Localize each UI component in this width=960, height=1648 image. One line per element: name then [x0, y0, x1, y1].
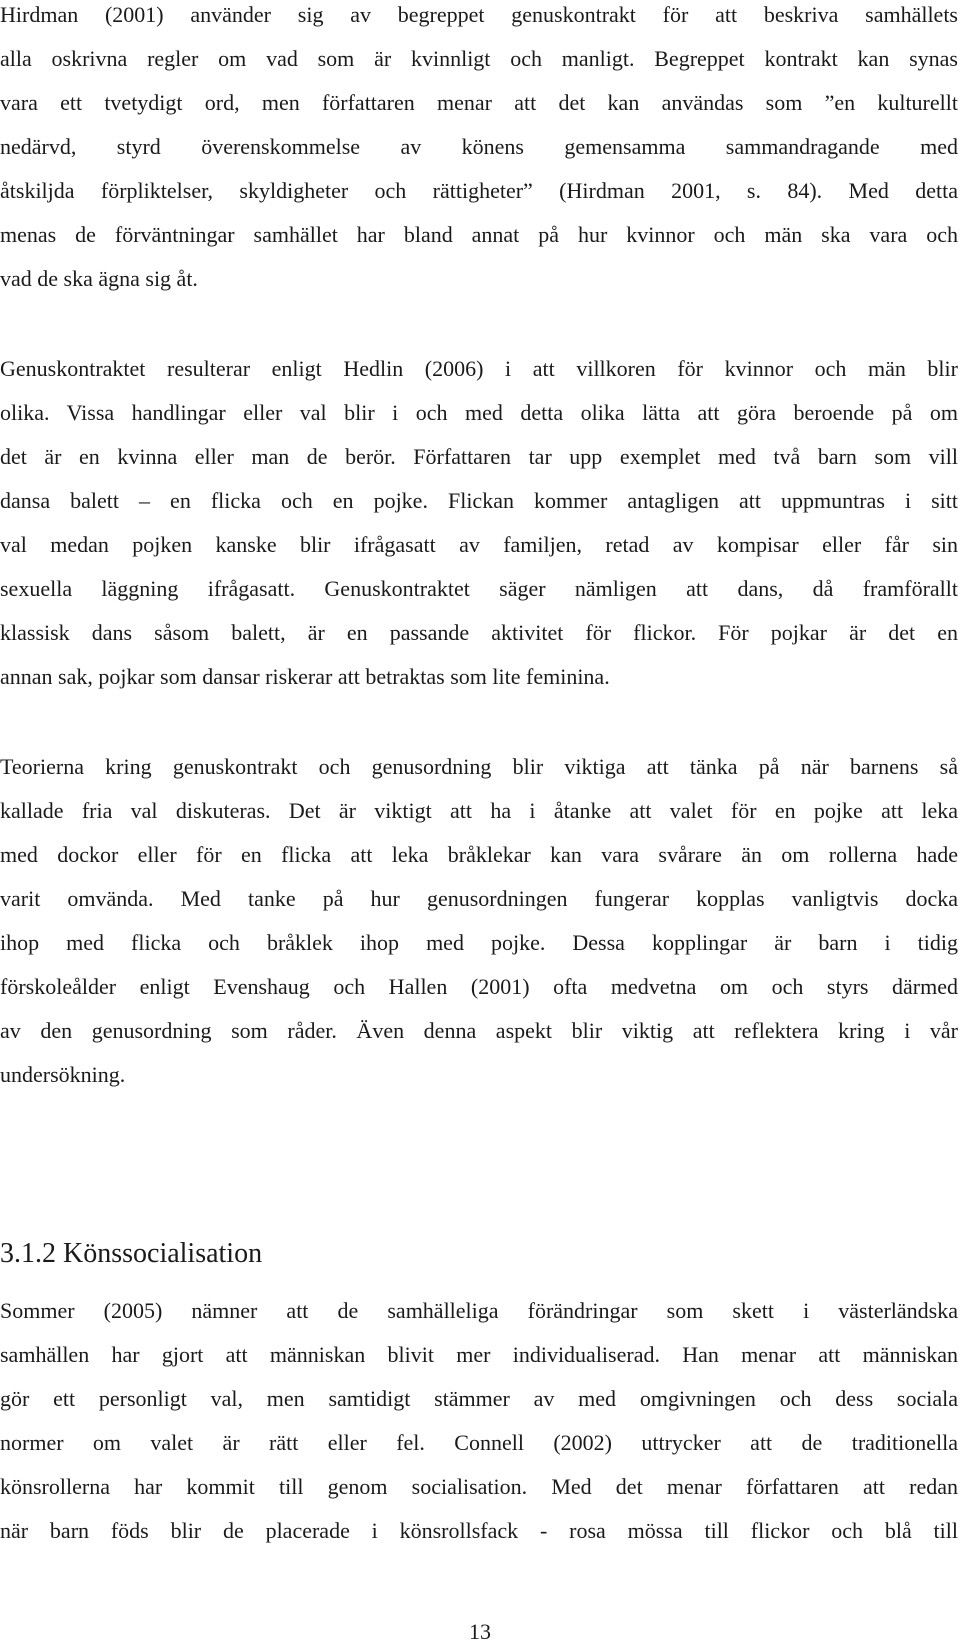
text-line: Sommer (2005) nämner att de samhälleliga förändringar som skett i västerländska	[0, 1298, 958, 1323]
text-line: förskoleålder enligt Evenshaug och Hallen (2001) ofta medvetna om och styrs därmed	[0, 974, 958, 999]
text-line: gör ett personligt val, men samtidigt stämmer av med omgivningen och dess sociala	[0, 1386, 958, 1411]
text-line: Hirdman (2001) använder sig av begreppet genuskontrakt för att beskriva samhällets	[0, 2, 958, 27]
text-line: vad de ska ägna sig åt.	[0, 266, 198, 291]
text-line: med dockor eller för en flicka att leka bråklekar kan vara svårare än om rollerna hade	[0, 842, 958, 867]
text-line: annan sak, pojkar som dansar riskerar att betraktas som lite feminina.	[0, 664, 610, 689]
text-line: det är en kvinna eller man de berör. Författaren tar upp exemplet med två barn som vill	[0, 444, 958, 469]
text-line: undersökning.	[0, 1062, 126, 1087]
page-number: 13	[469, 1619, 491, 1644]
text-line: när barn föds blir de placerade i könsrollsfack - rosa mössa till flickor och blå till	[0, 1518, 958, 1543]
text-line: Teorierna kring genuskontrakt och genusordning blir viktiga att tänka på när barnens så	[0, 754, 958, 779]
text-line: vara ett tvetydigt ord, men författaren menar att det kan användas som ”en kulturellt	[0, 90, 958, 115]
section-heading: 3.1.2 Könssocialisation	[0, 1238, 263, 1269]
text-line: av den genusordning som råder. Även denna aspekt blir viktig att reflektera kring i vår	[0, 1018, 958, 1043]
text-line: samhällen har gjort att människan blivit mer individualiserad. Han menar att människan	[0, 1342, 958, 1367]
text-line: sexuella läggning ifrågasatt. Genuskontraktet säger nämligen att dans, då framförallt	[0, 576, 958, 601]
text-line: olika. Vissa handlingar eller val blir i och med detta olika lätta att göra beroende på om	[0, 400, 958, 425]
text-line: ihop med flicka och bråklek ihop med pojke. Dessa kopplingar är barn i tidig	[0, 930, 958, 955]
text-line: alla oskrivna regler om vad som är kvinnligt och manligt. Begreppet kontrakt kan synas	[0, 46, 958, 71]
text-line: könsrollerna har kommit till genom socialisation. Med det menar författaren att redan	[0, 1474, 958, 1499]
text-line: kallade fria val diskuteras. Det är viktigt att ha i åtanke att valet för en pojke att leka	[0, 798, 958, 823]
text-line: menas de förväntningar samhället har bland annat på hur kvinnor och män ska vara och	[0, 222, 958, 247]
text-line: dansa balett – en flicka och en pojke. Flickan kommer antagligen att uppmuntras i sitt	[0, 488, 958, 513]
text-line: Genuskontraktet resulterar enligt Hedlin (2006) i att villkoren för kvinnor och män blir	[0, 356, 958, 381]
text-line: varit omvända. Med tanke på hur genusordningen fungerar kopplas vanligtvis docka	[0, 886, 958, 911]
text-line: klassisk dans såsom balett, är en passande aktivitet för flickor. För pojkar är det en	[0, 620, 958, 645]
text-line: normer om valet är rätt eller fel. Connell (2002) uttrycker att de traditionella	[0, 1430, 958, 1455]
text-line: åtskiljda förpliktelser, skyldigheter och rättigheter” (Hirdman 2001, s. 84). Med detta	[0, 178, 958, 203]
text-line: nedärvd, styrd överenskommelse av könens gemensamma sammandragande med	[0, 134, 958, 159]
text-line: val medan pojken kanske blir ifrågasatt av familjen, retad av kompisar eller får sin	[0, 532, 958, 557]
